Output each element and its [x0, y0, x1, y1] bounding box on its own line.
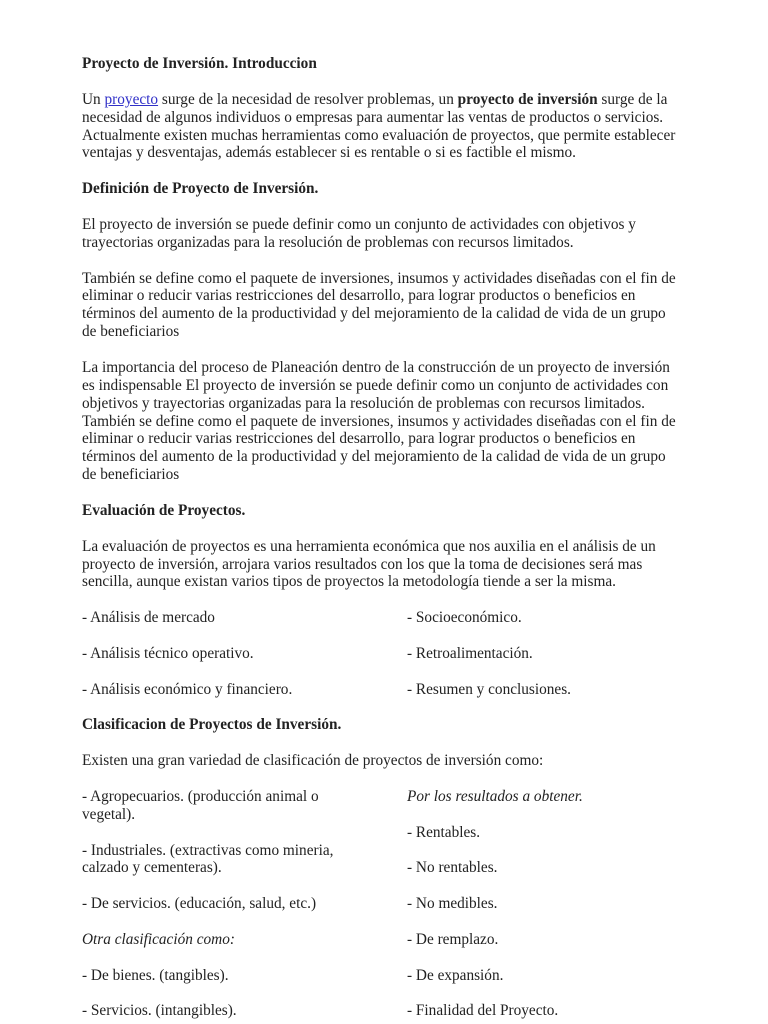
list-item: - Análisis técnico operativo.	[82, 644, 254, 662]
paragraph-line: de beneficiarios	[82, 323, 180, 341]
paragraph-line: También se define como el paquete de inversiones, insumos y actividades diseñadas con el fin de	[82, 412, 676, 430]
definition-paragraph	[82, 270, 768, 342]
subheading-italic: Por los resultados a obtener.	[407, 787, 583, 805]
paragraph-line: necesidad de algunos individuos o empresas para aumentar las ventas de productos o servicios.	[82, 108, 664, 126]
evaluation-list-left	[82, 609, 407, 698]
paragraph-line: La importancia del proceso de Planeación dentro de la construcción de un proyecto de inversión	[82, 358, 670, 376]
classification-list-left	[82, 788, 407, 1020]
list-item	[82, 842, 407, 878]
list-item-line: - Agropecuarios. (producción animal o	[82, 787, 319, 805]
list-item-line: - Industriales. (extractivas como mineria,	[82, 841, 334, 859]
paragraph-line: eliminar o reducir varias restricciones del desarrollo, para lograr productos o beneficios en	[82, 430, 636, 448]
document-title: Proyecto de Inversión. Introduccion	[82, 55, 317, 72]
paragraph-line: objetivos y trayectorias organizadas para la resolución de problemas con recursos limitados.	[82, 394, 645, 412]
subheading-italic: Otra clasificación como:	[82, 930, 235, 948]
section-heading: Evaluación de Proyectos.	[82, 501, 246, 519]
evaluation-list	[82, 609, 768, 698]
paragraph-line: eliminar o reducir varias restricciones del desarrollo, para lograr productos o beneficios en	[82, 287, 636, 305]
paragraph-line: trayectorias organizadas para la resolución de problemas con recursos limitados.	[82, 233, 574, 251]
list-item-line: vegetal).	[82, 805, 136, 823]
list-item	[82, 788, 407, 824]
paragraph-line: También se define como el paquete de inversiones, insumos y actividades diseñadas con el fin de	[82, 269, 676, 287]
section-heading: Definición de Proyecto de Inversión.	[82, 180, 319, 198]
paragraph-line: Actualmente existen muchas herramientas como evaluación de proyectos, que permite establecer	[82, 126, 676, 144]
intro-paragraph	[82, 91, 768, 163]
paragraph-line: ventajas y desventajas, además establecer si es rentable o si es factible el mismo.	[82, 144, 576, 162]
section-heading: Clasificacion de Proyectos de Inversión.	[82, 716, 342, 734]
evaluation-paragraph	[82, 538, 768, 592]
text-segment: surge de la necesidad de resolver problemas, un	[158, 90, 458, 108]
classification-list-right	[407, 788, 707, 1020]
list-item: - No medibles.	[407, 895, 498, 913]
paragraph-line: La evaluación de proyectos es una herramienta económica que nos auxilia en el análisis de un	[82, 537, 656, 555]
paragraph-line: proyecto de inversión, arrojara varios resultados con los que la toma de decisiones será mas	[82, 555, 643, 573]
list-item: - De bienes. (tangibles).	[82, 966, 229, 984]
bold-term: proyecto de inversión	[457, 90, 598, 108]
list-item: - De servicios. (educación, salud, etc.)	[82, 895, 317, 913]
paragraph-line: términos del aumento de la productividad y del mejoramiento de la calidad de vida de un grupo	[82, 448, 666, 466]
proyecto-link[interactable]: proyecto	[104, 90, 159, 108]
list-item: - Socioeconómico.	[407, 609, 522, 627]
paragraph-line: es indispensable El proyecto de inversión se puede definir como un conjunto de actividades con	[82, 376, 669, 394]
paragraph-line: de beneficiarios	[82, 466, 180, 484]
list-item: - No rentables.	[407, 859, 498, 877]
list-item-line: calzado y cementeras).	[82, 859, 222, 877]
paragraph-line: El proyecto de inversión se puede definir como un conjunto de actividades con objetivos y	[82, 215, 636, 233]
text-segment: surge de la	[597, 90, 668, 108]
evaluation-list-right	[407, 609, 707, 698]
list-item: - Análisis económico y financiero.	[82, 680, 293, 698]
list-item: - De remplazo.	[407, 930, 499, 948]
definition-paragraph	[82, 216, 768, 252]
paragraph-line	[82, 91, 768, 109]
list-item: - Servicios. (intangibles).	[82, 1002, 237, 1020]
paragraph-line: sencilla, aunque existan varios tipos de proyectos la metodología tiende a ser la misma.	[82, 573, 616, 591]
paragraph-line: términos del aumento de la productividad y del mejoramiento de la calidad de vida de un grupo	[82, 305, 666, 323]
importance-paragraph	[82, 359, 768, 484]
list-item: - Finalidad del Proyecto.	[407, 1002, 559, 1020]
list-item: - Análisis de mercado	[82, 609, 215, 627]
classification-intro: Existen una gran variedad de clasificación de proyectos de inversión como:	[82, 752, 544, 770]
classification-list	[82, 788, 768, 1020]
list-item: - Rentables.	[407, 823, 481, 841]
list-item: - Retroalimentación.	[407, 644, 533, 662]
list-item: - De expansión.	[407, 966, 504, 984]
text-segment: Un	[82, 90, 105, 108]
list-item: - Resumen y conclusiones.	[407, 680, 571, 698]
